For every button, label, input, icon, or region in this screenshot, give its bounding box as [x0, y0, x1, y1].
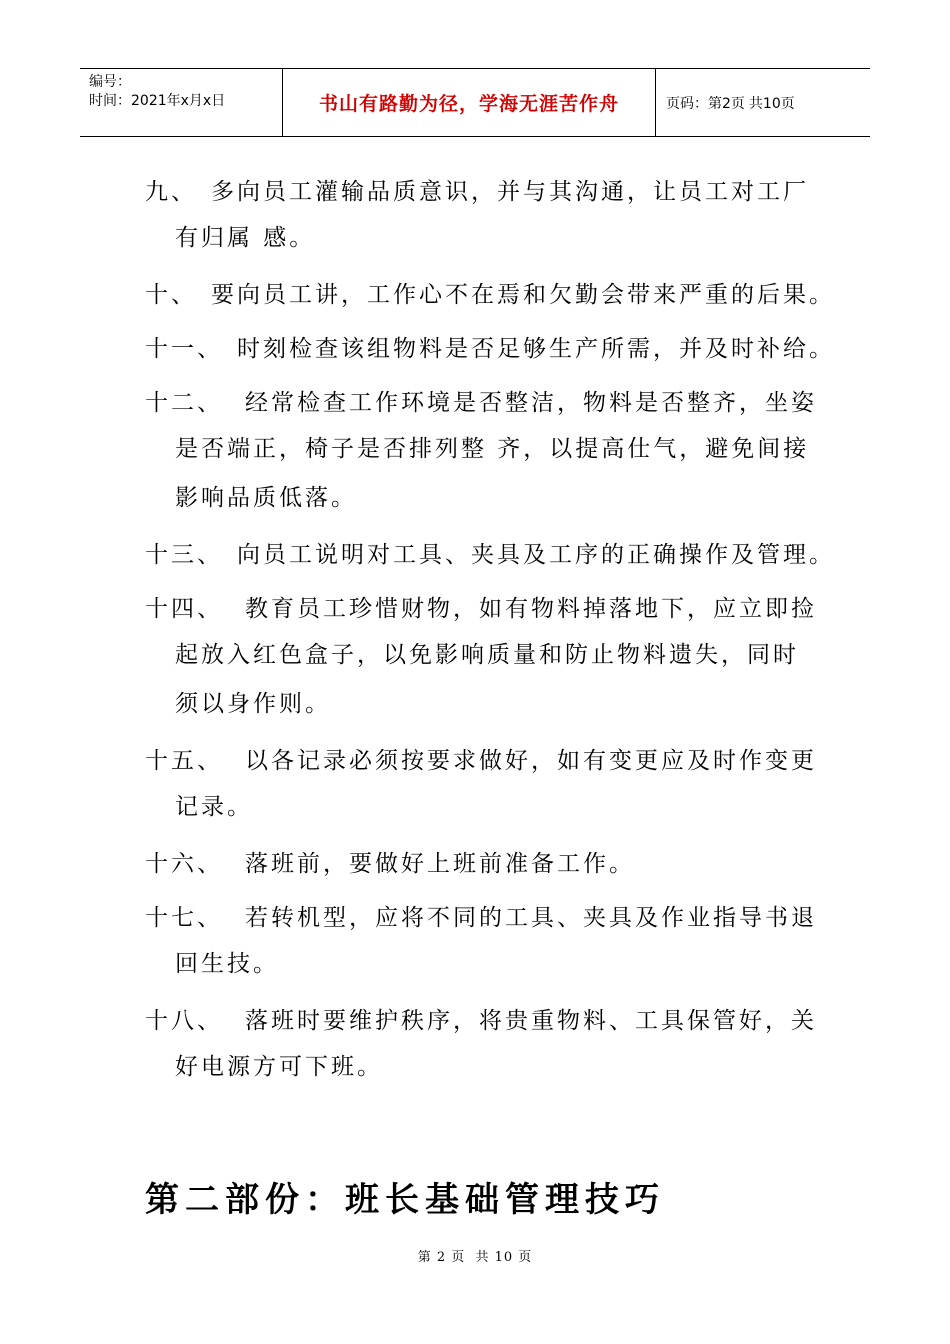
page-footer	[0, 1246, 950, 1265]
rule-continuation: 是否端正，椅子是否排列整 齐，以提高仕气，避免间接	[175, 436, 810, 462]
rule-text: 要向员工讲，工作心不在焉和欠勤会带来严重的后果。	[211, 282, 835, 308]
rule-first-line	[145, 994, 835, 1043]
rule-first-line	[145, 268, 835, 317]
rule-first-line	[145, 528, 835, 577]
rule-list	[145, 165, 835, 1097]
rule-item	[145, 528, 835, 577]
rule-first-line	[145, 165, 835, 214]
rule-item	[145, 376, 835, 523]
rule-item	[145, 165, 835, 263]
rule-first-line	[145, 376, 835, 425]
rule-text: 落班前，要做好上班前准备工作。	[245, 851, 635, 877]
rule-text: 多向员工灌输品质意识，并与其沟通，让员工对工厂	[211, 179, 809, 205]
rule-item	[145, 268, 835, 317]
rule-continuation: 回生技。	[175, 951, 279, 977]
rule-continuation: 起放入红色盒子，以免影响质量和防止物料遗失，同时	[175, 642, 799, 668]
rule-item	[145, 322, 835, 371]
rule-number: 十二、	[145, 390, 223, 416]
rule-number: 十六、	[145, 851, 223, 877]
document-number-label: 编号：	[89, 74, 131, 90]
rule-number: 十四、	[145, 596, 223, 622]
rule-first-line	[145, 322, 835, 371]
rule-number: 十、	[145, 282, 197, 308]
page-header	[80, 68, 870, 137]
rule-item	[145, 994, 835, 1092]
footer-total-pages: 共 10 页	[475, 1250, 533, 1265]
header-meta	[80, 69, 282, 136]
rule-text: 教育员工珍惜财物，如有物料掉落地下，应立即捡	[245, 596, 817, 622]
rule-text: 时刻检查该组物料是否足够生产所需，并及时补给。	[237, 336, 835, 362]
rule-first-line	[145, 837, 835, 886]
rule-first-line	[145, 891, 835, 940]
rule-first-line	[145, 734, 835, 783]
rule-continuation: 须以身作则。	[175, 691, 331, 717]
header-page-number: 页码：第2页	[666, 95, 745, 112]
rule-number: 九、	[145, 179, 197, 205]
footer-page-number: 第 2 页	[417, 1250, 466, 1265]
rule-item	[145, 734, 835, 832]
rule-item	[145, 837, 835, 886]
rule-text: 经常检查工作环境是否整洁，物料是否整齐，坐姿	[245, 390, 817, 416]
rule-number: 十一、	[145, 336, 223, 362]
document-time-label: 时间：2021年x月x日	[89, 93, 226, 109]
rule-text: 若转机型，应将不同的工具、夹具及作业指导书退	[245, 905, 817, 931]
rule-number: 十三、	[145, 542, 223, 568]
rule-number: 十八、	[145, 1008, 223, 1034]
header-page-info	[656, 69, 870, 136]
rule-item	[145, 582, 835, 729]
header-total-pages: 共10页	[748, 95, 795, 112]
rule-item	[145, 891, 835, 989]
rule-continuation: 影响品质低落。	[175, 485, 357, 511]
rule-number: 十七、	[145, 905, 223, 931]
rule-continuation: 好电源方可下班。	[175, 1054, 383, 1080]
rule-text: 以各记录必须按要求做好，如有变更应及时作变更	[245, 748, 817, 774]
rule-continuation: 有归属 感。	[175, 225, 316, 251]
rule-number: 十五、	[145, 748, 223, 774]
rule-continuation: 记录。	[175, 794, 253, 820]
section-title: 第二部份：班长基础管理技巧	[145, 1180, 665, 1220]
rule-text: 落班时要维护秩序，将贵重物料、工具保管好，关	[245, 1008, 817, 1034]
rule-first-line	[145, 582, 835, 631]
header-motto: 书山有路勤为径，学海无涯苦作舟	[282, 69, 656, 136]
rule-text: 向员工说明对工具、夹具及工序的正确操作及管理。	[237, 542, 835, 568]
